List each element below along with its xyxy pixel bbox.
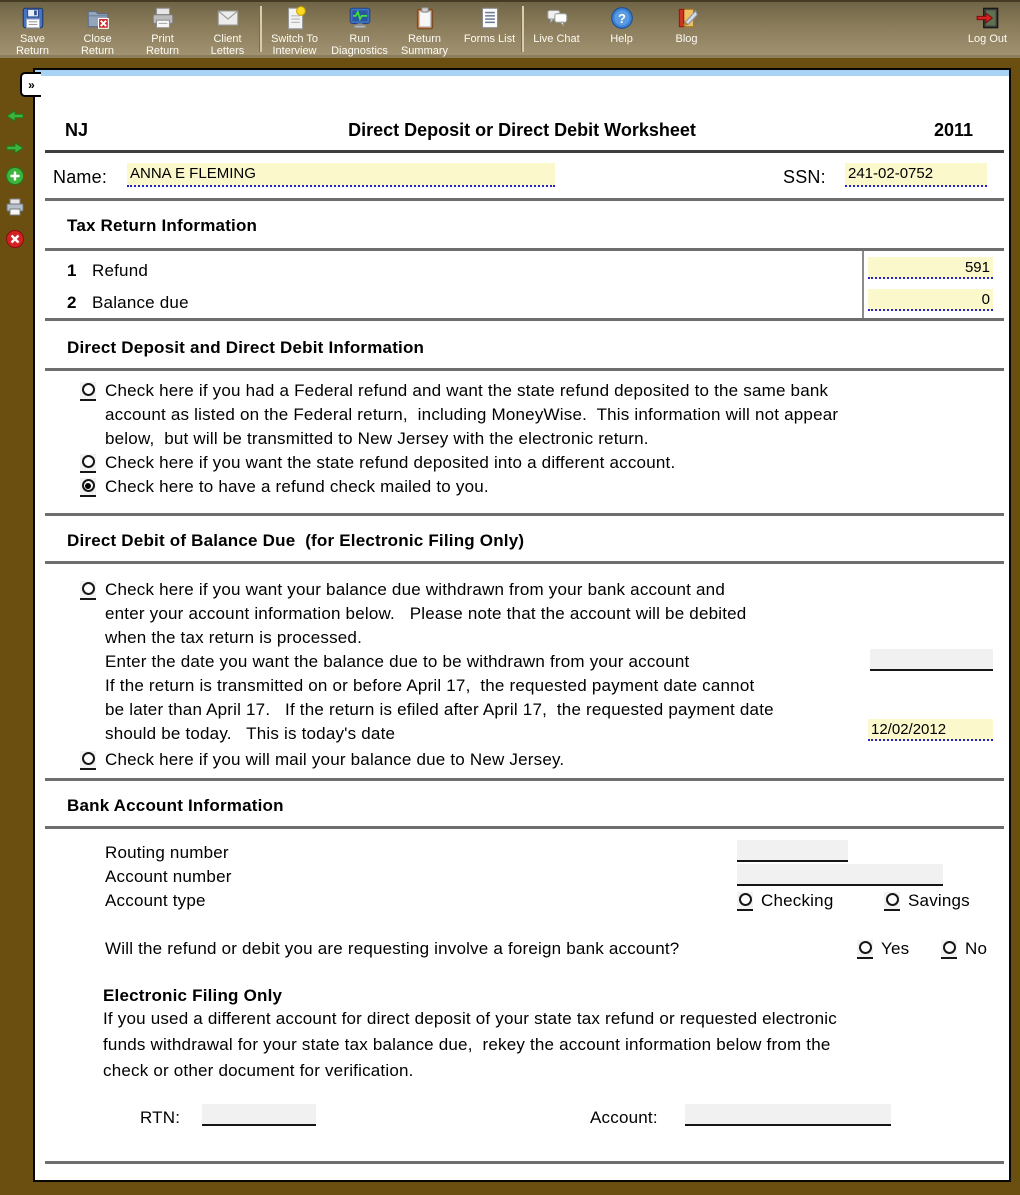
divider — [45, 248, 1004, 251]
divider — [45, 513, 1004, 516]
radio-refund-check-mailed[interactable] — [80, 478, 96, 497]
switch-to-interview-icon — [282, 5, 308, 31]
toolbar-label: Save — [19, 33, 46, 45]
blog-icon — [674, 5, 700, 31]
toolbar-label: Forms List — [463, 33, 516, 45]
delete-form-icon[interactable] — [5, 229, 25, 249]
save-return-icon — [20, 5, 46, 31]
checking-label: Checking — [761, 891, 834, 910]
rtn-label: RTN: — [140, 1108, 181, 1127]
live-chat-button[interactable] — [524, 5, 589, 45]
section-heading-bank-info: Bank Account Information — [67, 796, 284, 815]
expand-panel-tab[interactable]: » — [20, 72, 41, 97]
radio-same-bank-account[interactable] — [80, 382, 96, 401]
toolbar-label: Diagnostics — [331, 45, 388, 57]
note-text: If the return is transmitted on or before April 17, the requested payment date cannot — [105, 676, 755, 695]
toolbar-label: Summary — [400, 45, 449, 57]
toolbar-label: Interview — [272, 45, 317, 57]
routing-number-label: Routing number — [105, 843, 229, 862]
worksheet-form — [33, 68, 1011, 1182]
radio-withdraw-balance[interactable] — [80, 581, 96, 600]
divider — [45, 198, 1004, 201]
divider — [45, 150, 1004, 153]
forward-arrow-icon[interactable] — [5, 138, 25, 158]
run-diagnostics-icon — [347, 5, 373, 31]
todays-date-label: should be today. This is today's date — [105, 724, 396, 743]
option-text: Check here if you had a Federal refund and want the state refund deposited to the same bank — [105, 381, 829, 400]
run-diagnostics-button[interactable] — [327, 5, 392, 57]
return-summary-icon — [412, 5, 438, 31]
radio-different-account[interactable] — [80, 454, 96, 473]
print-form-icon[interactable] — [5, 197, 25, 217]
log-out-button[interactable] — [955, 5, 1020, 45]
radio-foreign-no[interactable] — [941, 940, 957, 959]
option-text: when the tax return is processed. — [105, 628, 363, 647]
log-out-icon — [975, 5, 1001, 31]
close-return-button[interactable] — [65, 5, 130, 57]
yes-label: Yes — [881, 939, 910, 958]
withdrawal-date-field[interactable] — [870, 649, 993, 671]
client-letters-button[interactable] — [195, 5, 260, 57]
divider — [45, 318, 1004, 321]
radio-checking[interactable] — [737, 892, 753, 911]
toolbar-label: Print — [151, 33, 174, 45]
tax-year: 2011 — [933, 120, 973, 140]
section-heading-tax-return-info: Tax Return Information — [67, 216, 258, 235]
main-toolbar — [0, 0, 1020, 58]
name-field[interactable] — [127, 163, 555, 187]
form-top-strip — [35, 70, 1009, 76]
live-chat-icon — [544, 5, 570, 31]
toolbar-label: Return — [80, 45, 115, 57]
account-number-field[interactable] — [737, 864, 943, 886]
name-value: ANNA E FLEMING — [130, 165, 256, 182]
efile-text: funds withdrawal for your state tax balance due, rekey the account information below from the — [103, 1035, 831, 1054]
divider — [45, 561, 1004, 564]
divider — [45, 368, 1004, 371]
withdrawal-date-label: Enter the date you want the balance due to be withdrawn from your account — [105, 652, 690, 671]
foreign-account-question: Will the refund or debit you are requesting involve a foreign bank account? — [105, 939, 680, 958]
refund-value: 591 — [964, 259, 990, 276]
add-form-icon[interactable] — [5, 166, 25, 186]
toolbar-label: Return — [15, 45, 50, 57]
toolbar-label: Return — [407, 33, 442, 45]
print-return-icon — [150, 5, 176, 31]
blog-button[interactable] — [654, 5, 719, 45]
ssn-value: 241-02-0752 — [848, 165, 934, 182]
back-arrow-icon[interactable] — [5, 106, 25, 126]
divider — [45, 826, 1004, 829]
form-header — [35, 120, 1009, 146]
account-type-label: Account type — [105, 891, 206, 910]
radio-mail-balance-due[interactable] — [80, 751, 96, 770]
section-heading-direct-deposit: Direct Deposit and Direct Debit Information — [67, 338, 425, 357]
option-text: Check here if you want the state refund deposited into a different account. — [105, 453, 676, 472]
name-label: Name: — [53, 167, 108, 187]
todays-date-value: 12/02/2012 — [871, 721, 947, 738]
forms-list-icon — [477, 5, 503, 31]
account-verify-field[interactable] — [685, 1104, 891, 1126]
option-text: account as listed on the Federal return, including MoneyWise. This information will not appear — [105, 405, 839, 424]
routing-number-field[interactable] — [737, 840, 848, 862]
savings-label: Savings — [908, 891, 970, 910]
efile-text: check or other document for verification. — [103, 1061, 414, 1080]
state-code: NJ — [65, 120, 89, 140]
return-summary-button[interactable] — [392, 5, 457, 57]
toolbar-label: Run — [349, 33, 370, 45]
section-heading-efile-only: Electronic Filing Only — [103, 986, 283, 1005]
divider — [45, 778, 1004, 781]
refund-field[interactable] — [868, 257, 993, 279]
rtn-verify-field[interactable] — [202, 1104, 316, 1126]
ssn-label: SSN: — [783, 167, 826, 187]
toolbar-label: Letters — [210, 45, 245, 57]
toolbar-label: Close — [83, 33, 112, 45]
print-return-button[interactable] — [130, 5, 195, 57]
refund-label: Refund — [92, 261, 149, 280]
ssn-field[interactable] — [845, 163, 987, 187]
divider — [45, 1161, 1004, 1164]
option-text: Check here if you will mail your balance due to New Jersey. — [105, 750, 565, 769]
option-text: below, but will be transmitted to New Jersey with the electronic return. — [105, 429, 649, 448]
radio-savings[interactable] — [884, 892, 900, 911]
toolbar-label: Help — [610, 33, 633, 45]
option-text: Check here if you want your balance due withdrawn from your bank account and — [105, 580, 725, 599]
option-text: enter your account information below. Please note that the account will be debited — [105, 604, 747, 623]
efile-text: If you used a different account for direct deposit of your state tax refund or requested electronic — [103, 1009, 837, 1028]
line-number: 1 — [67, 261, 77, 280]
radio-foreign-yes[interactable] — [857, 940, 873, 959]
toolbar-label: Switch To — [271, 33, 318, 45]
account-number-label: Account number — [105, 867, 232, 886]
balance-due-label: Balance due — [92, 293, 189, 312]
option-text: Check here to have a refund check mailed to you. — [105, 477, 489, 496]
section-heading-direct-debit: Direct Debit of Balance Due (for Electronic Filing Only) — [67, 531, 525, 550]
form-title: Direct Deposit or Direct Debit Worksheet — [348, 120, 696, 140]
toolbar-label: Return — [145, 45, 180, 57]
toolbar-label: Log Out — [967, 33, 1008, 45]
toolbar-label: Blog — [675, 33, 698, 45]
close-return-icon — [85, 5, 111, 31]
no-label: No — [965, 939, 988, 958]
save-return-button[interactable] — [0, 5, 65, 57]
toolbar-label: Client — [213, 33, 242, 45]
balance-due-value: 0 — [981, 291, 990, 308]
todays-date-field[interactable] — [868, 719, 993, 741]
svg-text:?: ? — [617, 10, 626, 26]
toolbar-label: Live Chat — [533, 33, 580, 45]
forms-list-button[interactable] — [457, 5, 522, 45]
help-icon — [609, 5, 635, 31]
column-divider — [862, 251, 864, 318]
line-number: 2 — [67, 293, 77, 312]
help-button[interactable] — [589, 5, 654, 45]
note-text: be later than April 17. If the return is efiled after April 17, the requested payment date — [105, 700, 774, 719]
account-verify-label: Account: — [590, 1108, 658, 1127]
client-letters-icon — [215, 5, 241, 31]
switch-to-interview-button[interactable] — [262, 5, 327, 57]
balance-due-field[interactable] — [868, 289, 993, 311]
